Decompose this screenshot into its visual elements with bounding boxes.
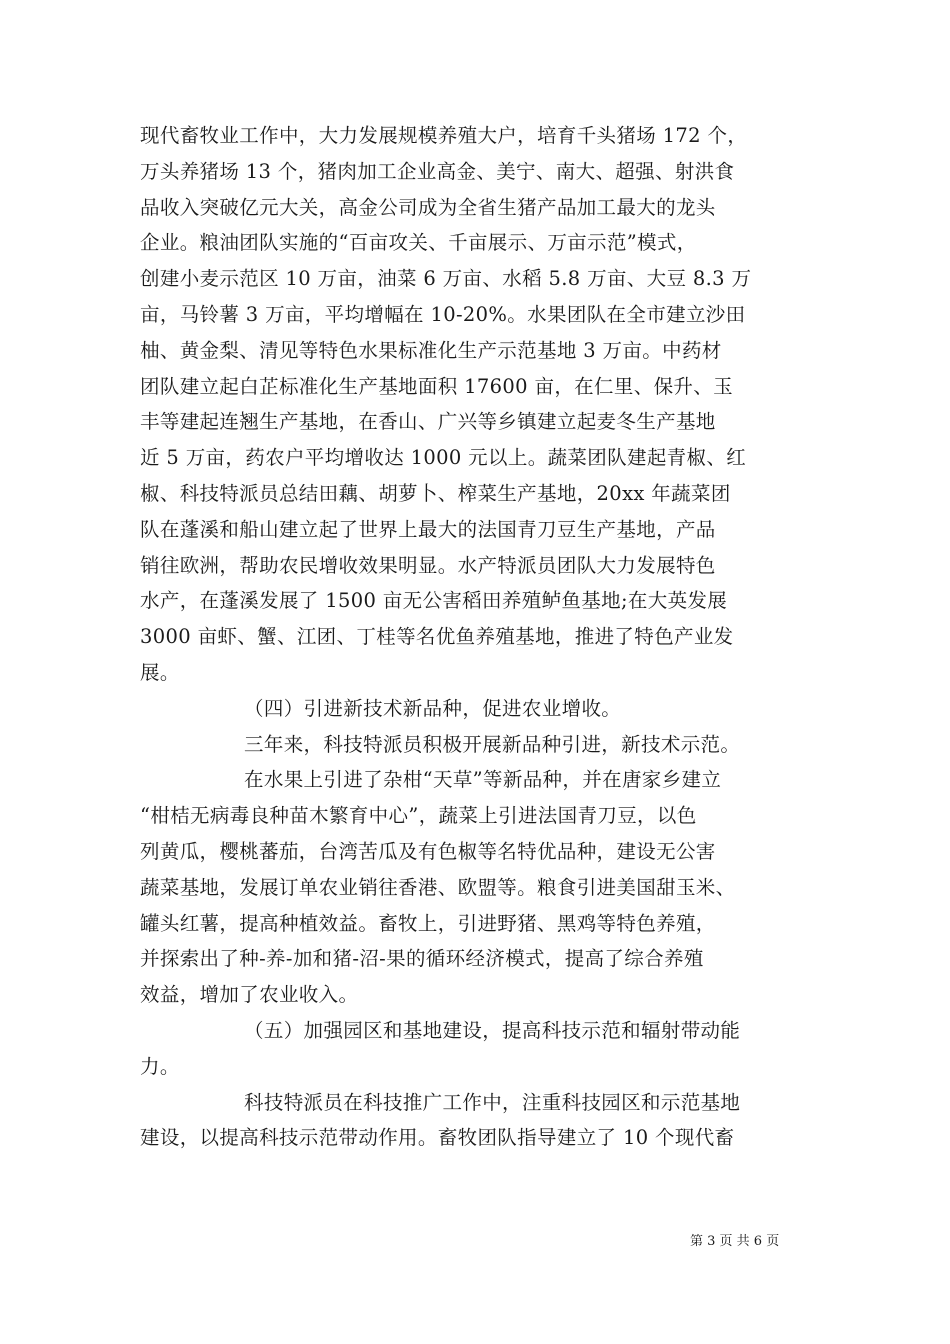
section-heading-4: （四）引进新技术新品种，促进农业增收。: [244, 696, 622, 720]
text-line: 科技特派员在科技推广工作中，注重科技园区和示范基地: [244, 1090, 741, 1114]
text-line: 万头养猪场 13 个，猪肉加工企业高金、美宁、南大、超强、射洪食: [140, 159, 735, 183]
text-line: 水产，在蓬溪发展了 1500 亩无公害稻田养殖鲈鱼基地;在大英发展: [140, 589, 728, 613]
text-line: 罐头红薯，提高种植效益。畜牧上，引进野猪、黑鸡等特色养殖，: [140, 911, 716, 935]
text-line: 企业。粮油团队实施的“百亩攻关、千亩展示、万亩示范”模式，: [140, 231, 697, 255]
text-line: 3000 亩虾、蟹、江团、丁桂等名优鱼养殖基地，推进了特色产业发: [140, 625, 734, 649]
text-line: 蔬菜基地，发展订单农业销往香港、欧盟等。粮食引进美国甜玉米、: [140, 875, 736, 899]
text-line: 品收入突破亿元大关，高金公司成为全省生猪产品加工最大的龙头: [140, 195, 716, 219]
text-line: 列黄瓜，樱桃蕃茄，台湾苦瓜及有色椒等名特优品种，建设无公害: [140, 839, 716, 863]
text-line: 团队建立起白芷标准化生产基地面积 17600 亩，在仁里、保升、玉: [140, 374, 733, 398]
text-line: 亩，马铃薯 3 万亩，平均增幅在 10-20%。水果团队在全市建立沙田: [140, 302, 746, 326]
text-line: 并探索出了种-养-加和猪-沼-果的循环经济模式，提高了综合养殖: [140, 947, 704, 971]
text-line: 展。: [140, 660, 180, 684]
text-line: 近 5 万亩，药农户平均增收达 1000 元以上。蔬菜团队建起青椒、红: [140, 446, 747, 470]
text-line: 椒、科技特派员总结田藕、胡萝卜、榨菜生产基地，20xx 年蔬菜团: [140, 481, 731, 505]
text-line: 在水果上引进了杂柑“天草”等新品种，并在唐家乡建立: [244, 768, 722, 792]
section-heading-5: （五）加强园区和基地建设，提高科技示范和辐射带动能: [244, 1018, 741, 1042]
text-line: 三年来，科技特派员积极开展新品种引进，新技术示范。: [244, 732, 741, 756]
text-line: 建设，以提高科技示范带动作用。畜牧团队指导建立了 10 个现代畜: [140, 1126, 735, 1150]
page-number: 第 3 页 共 6 页: [690, 1234, 780, 1249]
document-body: [140, 118, 808, 1156]
text-line: 创建小麦示范区 10 万亩，油菜 6 万亩、水稻 5.8 万亩、大豆 8.3 万: [140, 267, 752, 291]
text-line: 销往欧洲，帮助农民增收效果明显。水产特派员团队大力发展特色: [140, 553, 716, 577]
text-line: 丰等建起连翘生产基地，在香山、广兴等乡镇建立起麦冬生产基地: [140, 410, 716, 434]
text-line: 现代畜牧业工作中，大力发展规模养殖大户，培育千头猪场 172 个，: [140, 124, 748, 147]
text-line: 力。: [140, 1054, 180, 1078]
text-line: 柚、黄金梨、清见等特色水果标准化生产示范基地 3 万亩。中药材: [140, 338, 722, 362]
text-line: 效益，增加了农业收入。: [140, 983, 359, 1007]
text-line: “柑桔无病毒良种苗木繁育中心”，蔬菜上引进法国青刀豆，以色: [140, 804, 697, 828]
text-line: 队在蓬溪和船山建立起了世界上最大的法国青刀豆生产基地，产品: [140, 517, 716, 541]
